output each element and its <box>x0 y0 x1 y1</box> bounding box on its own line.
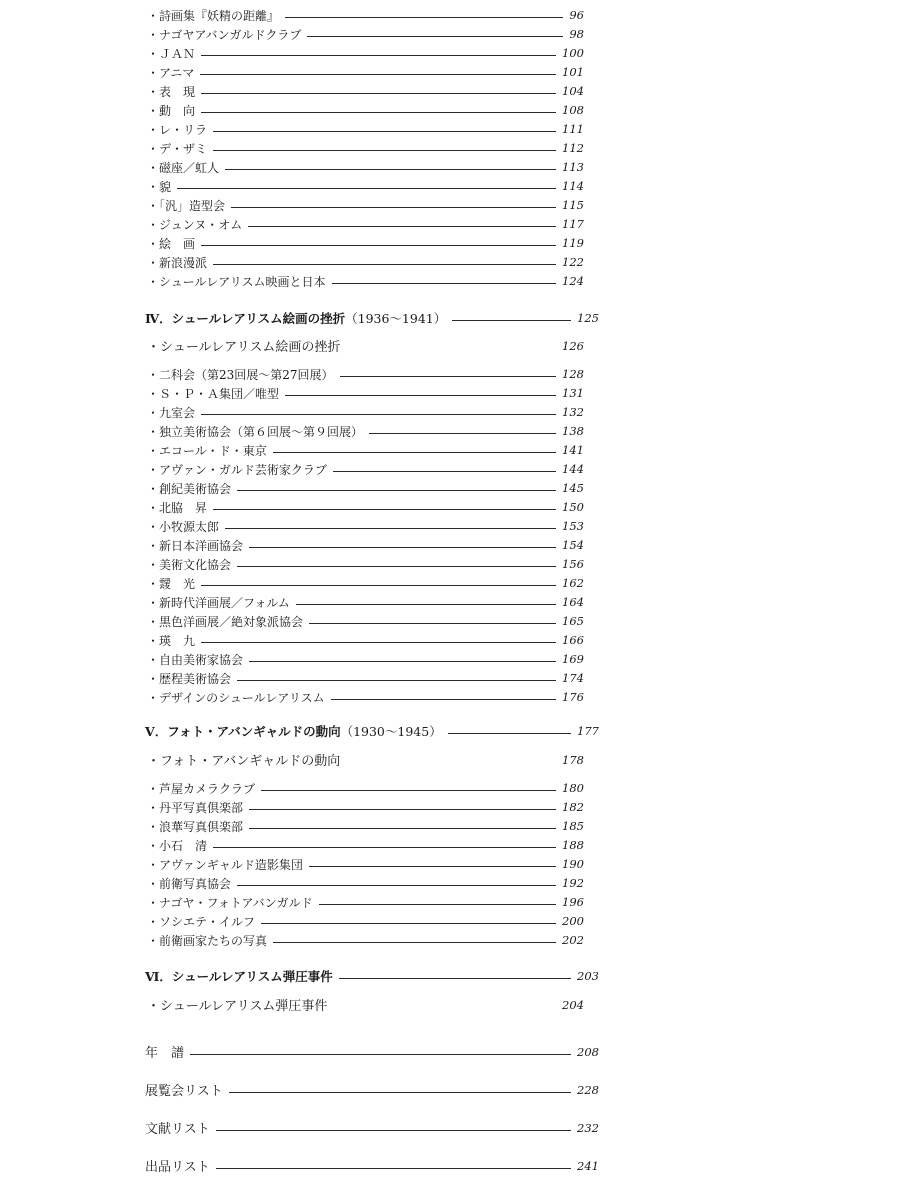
leader-line <box>213 847 556 848</box>
toc-entry[interactable] <box>147 632 584 650</box>
entry-page: 150 <box>562 500 584 515</box>
entry-page: 111 <box>562 122 584 137</box>
entry-page: 112 <box>562 141 584 156</box>
entry-title: ・ＪＡＮ <box>147 47 196 61</box>
toc-entry[interactable] <box>147 197 584 215</box>
entry-page: 153 <box>562 519 584 534</box>
leader-line <box>309 623 556 624</box>
entry-page: 98 <box>569 27 584 42</box>
entry-page: 141 <box>562 443 584 458</box>
entry-title: ・デ・ザミ <box>147 142 208 156</box>
toc-entry[interactable] <box>147 140 584 158</box>
entry-title: ・表 現 <box>147 85 196 99</box>
entry-page: 165 <box>562 614 584 629</box>
entry-page: 182 <box>562 800 584 815</box>
entry-title: ・創紀美術協会 <box>147 482 232 496</box>
leader-line <box>201 642 556 643</box>
leader-line <box>216 1168 571 1169</box>
entry-title: ・フォト・アバンギャルドの動向 <box>147 753 341 769</box>
entry-page: 132 <box>562 405 584 420</box>
section-heading-5[interactable] <box>145 722 599 742</box>
entry-page: 200 <box>562 914 584 929</box>
entry-page: 166 <box>562 633 584 648</box>
entry-title: ・シュールレアリスム弾圧事件 <box>147 998 328 1014</box>
section-title: Ⅵ．シュールレアリスム弾圧事件 <box>145 968 333 984</box>
leader-line <box>331 699 556 700</box>
leader-line <box>285 395 556 396</box>
leader-line <box>201 55 556 56</box>
leader-line <box>229 1092 571 1093</box>
leader-line <box>452 320 571 321</box>
leader-line <box>201 414 556 415</box>
entry-page: 122 <box>562 255 584 270</box>
entry-title: ・ナゴヤアバンガルドクラブ <box>147 28 302 42</box>
toc-entry[interactable] <box>147 856 584 874</box>
leader-line <box>216 1130 571 1131</box>
leader-line <box>237 566 556 567</box>
toc-entry[interactable] <box>147 216 584 234</box>
toc-entry[interactable] <box>147 799 584 817</box>
entry-title: ・北脇 昇 <box>147 501 208 515</box>
entry-title: ・二科会（第23回展～第27回展） <box>147 368 334 382</box>
entry-title: ・浪華写真倶楽部 <box>147 820 244 834</box>
entry-page: 208 <box>577 1045 599 1060</box>
section-heading-4[interactable] <box>145 309 599 329</box>
toc-entry[interactable] <box>147 837 584 855</box>
entry-title: ・貌 <box>147 180 172 194</box>
toc-entry[interactable] <box>147 385 584 403</box>
entry-page: 104 <box>562 84 584 99</box>
toc-entry[interactable] <box>147 178 584 196</box>
toc-entry[interactable] <box>147 932 584 950</box>
entry-page: 185 <box>562 819 584 834</box>
entry-title: 出品リスト <box>145 1159 210 1175</box>
entry-page: 128 <box>562 367 584 382</box>
entry-page: 154 <box>562 538 584 553</box>
entry-title: ・瑛 九 <box>147 634 196 648</box>
entry-page: 176 <box>562 690 584 705</box>
toc-entry[interactable] <box>147 875 584 893</box>
leader-line <box>333 471 556 472</box>
entry-page: 190 <box>562 857 584 872</box>
leader-line <box>273 452 556 453</box>
entry-title: ・デザインのシュールレアリスム <box>147 691 325 705</box>
entry-title: ・シュールレアリスム映画と日本 <box>147 275 326 289</box>
entry-title: ・アニマ <box>147 66 195 80</box>
entry-title: ・レ・リラ <box>147 123 208 137</box>
toc-entry[interactable] <box>147 235 584 253</box>
toc-entry[interactable] <box>147 64 584 82</box>
toc-entry[interactable] <box>147 442 584 460</box>
leader-line <box>201 93 556 94</box>
entry-page: 202 <box>562 933 584 948</box>
toc-entry[interactable] <box>147 556 584 574</box>
entry-page: 126 <box>562 339 584 354</box>
toc-entry[interactable] <box>147 121 584 139</box>
entry-page: 124 <box>562 274 584 289</box>
section-lead-entry[interactable] <box>147 336 584 358</box>
leader-line <box>332 283 557 284</box>
entry-page: 169 <box>562 652 584 667</box>
entry-page: 113 <box>562 160 584 175</box>
entry-title: ・歴程美術協会 <box>147 672 232 686</box>
entry-page: 144 <box>562 462 584 477</box>
leader-line <box>213 264 556 265</box>
entry-page: 174 <box>562 671 584 686</box>
entry-page: 192 <box>562 876 584 891</box>
leader-line <box>213 150 556 151</box>
toc-entry[interactable] <box>147 404 584 422</box>
entry-title: ・アヴァン・ガルド芸術家クラブ <box>147 463 327 477</box>
leader-line <box>273 942 556 943</box>
toc-entry[interactable] <box>147 7 584 25</box>
toc-entry[interactable] <box>147 366 584 384</box>
leader-line <box>296 604 556 605</box>
entry-title: ・小牧源太郎 <box>147 520 220 534</box>
toc-entry[interactable] <box>147 102 584 120</box>
leader-line <box>201 585 556 586</box>
entry-title: 年 譜 <box>145 1045 185 1061</box>
toc-entry[interactable] <box>147 651 584 669</box>
leader-line <box>201 245 556 246</box>
section-title: Ⅳ．シュールレアリスム絵画の挫折（1936～1941） <box>145 310 447 326</box>
leader-line <box>307 36 563 37</box>
toc-entry[interactable] <box>147 499 584 517</box>
entry-page: 164 <box>562 595 584 610</box>
entry-title: ・芦屋カメラクラブ <box>147 782 256 796</box>
toc-entry[interactable] <box>147 461 584 479</box>
leader-line <box>261 923 556 924</box>
entry-title: ・ナゴヤ・フォトアバンガルド <box>147 896 313 910</box>
entry-title: ・絵 画 <box>147 237 196 251</box>
leader-line <box>309 866 556 867</box>
entry-title: ・アヴァンギャルド造影集団 <box>147 858 303 872</box>
leader-line <box>249 809 556 810</box>
leader-line <box>231 207 556 208</box>
entry-title: ・黒色洋画展／絶対象派協会 <box>147 615 304 629</box>
leader-line <box>225 169 556 170</box>
leader-line <box>319 904 556 905</box>
toc-entry[interactable] <box>147 273 584 291</box>
appendix-entry-works[interactable] <box>145 1157 599 1177</box>
entry-page: 114 <box>562 179 584 194</box>
leader-line <box>213 509 556 510</box>
leader-line <box>249 547 556 548</box>
leader-line <box>248 226 556 227</box>
entry-page: 196 <box>562 895 584 910</box>
toc-entry[interactable] <box>147 913 584 931</box>
entry-page: 138 <box>562 424 584 439</box>
entry-title: ・小石 清 <box>147 839 208 853</box>
entry-page: 119 <box>562 236 584 251</box>
entry-title: ・靉 光 <box>147 577 196 591</box>
leader-line <box>340 376 557 377</box>
appendix-entry-bibliography[interactable] <box>145 1119 599 1139</box>
entry-title: ・新日本洋画協会 <box>147 539 244 553</box>
leader-line <box>177 188 556 189</box>
entry-title: ・新浪漫派 <box>147 256 208 270</box>
entry-title: ・磁座／虹人 <box>147 161 220 175</box>
entry-page: 156 <box>562 557 584 572</box>
entry-page: 241 <box>577 1159 599 1174</box>
entry-title: ・動 向 <box>147 104 196 118</box>
toc-entry[interactable] <box>147 780 584 798</box>
section-lead-entry[interactable] <box>147 995 584 1017</box>
leader-line <box>237 490 556 491</box>
leader-line <box>339 978 571 979</box>
leader-line <box>249 828 556 829</box>
section-page: 177 <box>577 724 599 739</box>
entry-title: ・独立美術協会（第６回展～第９回展） <box>147 425 364 439</box>
toc-entry[interactable] <box>147 518 584 536</box>
entry-title: ・九室会 <box>147 406 196 420</box>
entry-title: ・自由美術家協会 <box>147 653 244 667</box>
toc-entry[interactable] <box>147 480 584 498</box>
entry-title: ・エコール・ド・東京 <box>147 444 267 458</box>
entry-page: 117 <box>562 217 584 232</box>
toc-entry[interactable] <box>147 894 584 912</box>
entry-title: 文献リスト <box>145 1121 210 1137</box>
leader-line <box>213 131 556 132</box>
leader-line <box>448 733 571 734</box>
toc-entry[interactable] <box>147 594 584 612</box>
entry-page: 101 <box>562 65 584 80</box>
leader-line <box>225 528 556 529</box>
section-page: 125 <box>577 311 599 326</box>
toc-entry[interactable] <box>147 575 584 593</box>
appendix-entry-exhibitions[interactable] <box>145 1081 599 1101</box>
toc-entry[interactable] <box>147 83 584 101</box>
entry-page: 232 <box>577 1121 599 1136</box>
leader-line <box>190 1054 571 1055</box>
entry-title: ・前衛画家たちの写真 <box>147 934 268 948</box>
leader-line <box>237 885 556 886</box>
entry-page: 178 <box>562 753 584 768</box>
entry-page: 115 <box>562 198 584 213</box>
toc-entry[interactable] <box>147 159 584 177</box>
section-lead-entry[interactable] <box>147 750 584 772</box>
toc-entry[interactable] <box>147 689 584 707</box>
entry-title: ・Ｓ・Ｐ・Ａ集団／唯型 <box>147 387 280 401</box>
leader-line <box>285 17 563 18</box>
entry-page: 180 <box>562 781 584 796</box>
entry-page: 100 <box>562 46 584 61</box>
toc-entry[interactable] <box>147 26 584 44</box>
toc-entry[interactable] <box>147 613 584 631</box>
leader-line <box>369 433 556 434</box>
entry-title: ・「汎」造型会 <box>147 199 226 213</box>
entry-title: ・シュールレアリスム絵画の挫折 <box>147 339 341 355</box>
entry-page: 131 <box>562 386 584 401</box>
entry-page: 204 <box>562 998 584 1013</box>
leader-line <box>237 680 556 681</box>
toc-entry[interactable] <box>147 254 584 272</box>
entry-title: ・丹平写真倶楽部 <box>147 801 244 815</box>
entry-page: 188 <box>562 838 584 853</box>
appendix-entry-chronology[interactable] <box>145 1043 599 1063</box>
leader-line <box>201 112 556 113</box>
leader-line <box>249 661 556 662</box>
leader-line <box>261 790 556 791</box>
entry-title: ・前衛写真協会 <box>147 877 232 891</box>
toc-entry[interactable] <box>147 537 584 555</box>
entry-page: 228 <box>577 1083 599 1098</box>
entry-page: 108 <box>562 103 584 118</box>
entry-title: ・新時代洋画展／フォルム <box>147 596 290 610</box>
toc-entry[interactable] <box>147 670 584 688</box>
entry-page: 162 <box>562 576 584 591</box>
entry-title: ・ジュンヌ・オム <box>147 218 243 232</box>
entry-title: ・詩画集『妖精の距離』 <box>147 9 280 23</box>
leader-line <box>200 74 556 75</box>
section-page: 203 <box>577 969 599 984</box>
entry-title: ・美術文化協会 <box>147 558 232 572</box>
toc-entry[interactable] <box>147 818 584 836</box>
entry-page: 96 <box>569 8 584 23</box>
entry-title: 展覧会リスト <box>145 1083 223 1099</box>
toc-entry[interactable] <box>147 423 584 441</box>
toc-entry[interactable] <box>147 45 584 63</box>
section-heading-6[interactable] <box>145 967 599 987</box>
entry-page: 145 <box>562 481 584 496</box>
entry-title: ・ソシエテ・イルフ <box>147 915 256 929</box>
section-title: Ⅴ．フォト・アバンギャルドの動向（1930～1945） <box>145 723 442 739</box>
